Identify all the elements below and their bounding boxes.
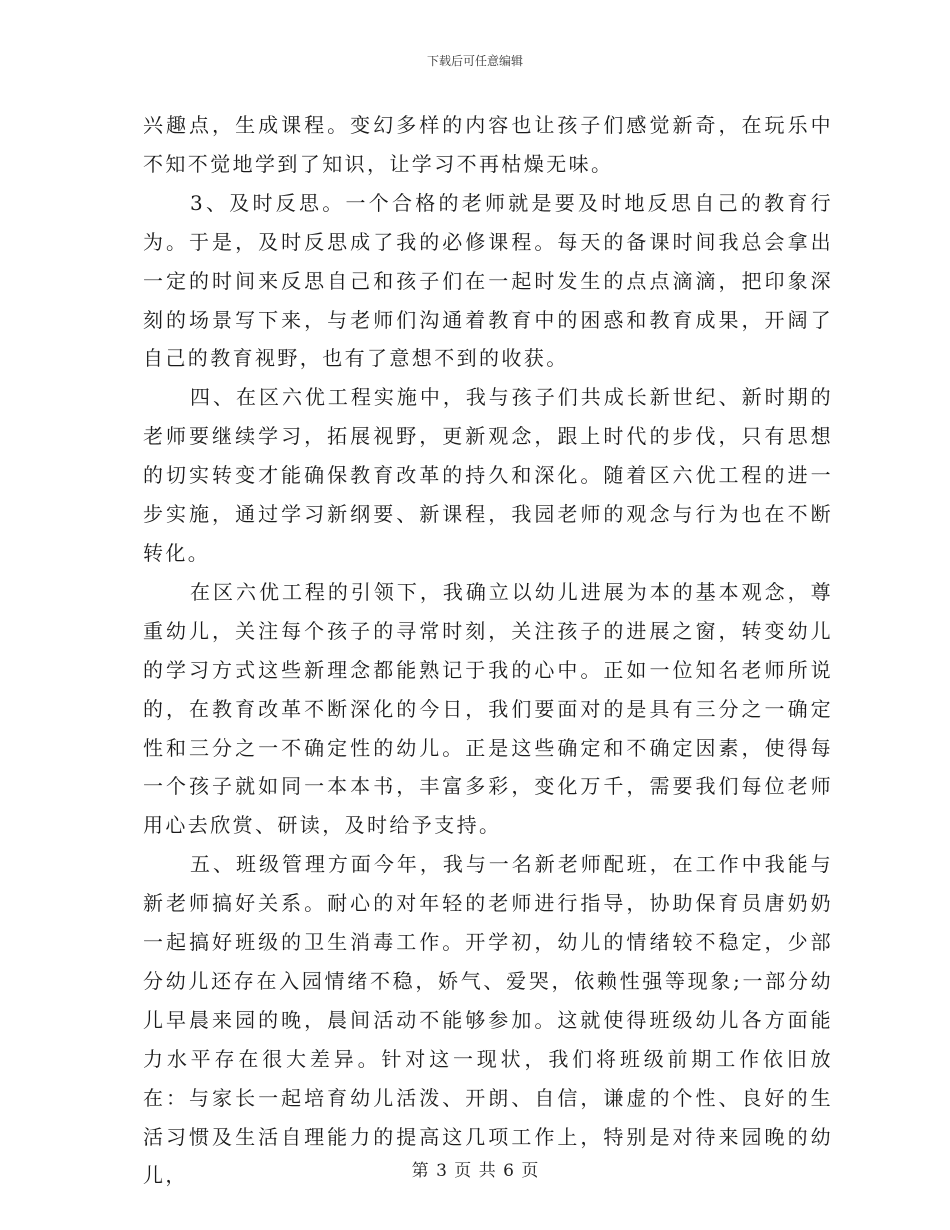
page-header: 下载后可任意编辑 bbox=[426, 54, 523, 68]
paragraph-guidance: 在区六优工程的引领下，我确立以幼儿进展为本的基本观念，尊重幼儿，关注每个孩子的寻常时刻，关注孩子的进展之窗，转变幼儿的学习方式这些新理念都能熟记于我的心中。正如一位知名老师所说的，在教育改革不断深化的今日，我们要面对的是具有三分之一确定性和三分之一不确定性的幼儿。正是这些确定和不确定因素，使得每一个孩子就如同一本本书，丰富多彩，变化万千，需要我们每位老师用心去欣赏、研读，及时给予支持。 bbox=[143, 579, 833, 838]
paragraph-section-five: 五、班级管理方面今年，我与一名新老师配班，在工作中我能与新老师搞好关系。耐心的对年轻的老师进行指导，协助保育员唐奶奶一起搞好班级的卫生消毒工作。开学初，幼儿的情绪较不稳定，少部分幼儿还存在入园情绪不稳，娇气、爱哭，依赖性强等现象;一部分幼儿早晨来园的晚，晨间活动不能够参加。这就使得班级幼儿各方面能力水平存在很大差异。针对这一现状，我们将班级前期工作依旧放在：与家长一起培育幼儿活泼、开朗、自信，谦虚的个性、良好的生活习惯及生活自理能力的提高这几项工作上，特别是对待来园晚的幼儿， bbox=[143, 852, 833, 1188]
paragraph-reflection: 3、及时反思。一个合格的老师就是要及时地反思自己的教育行为。于是，及时反思成了我的必修课程。每天的备课时间我总会拿出一定的时间来反思自己和孩子们在一起时发生的点点滴滴，把印象深刻的场景写下来，与老师们沟通着教育中的困惑和教育成果，开阔了自己的教育视野，也有了意想不到的收获。 bbox=[143, 190, 833, 371]
page-footer: 第 3 页 共 6 页 bbox=[411, 1161, 539, 1181]
paragraph-section-four: 四、在区六优工程实施中，我与孩子们共成长新世纪、新时期的老师要继续学习，拓展视野，更新观念，跟上时代的步伐，只有思想的切实转变才能确保教育改革的持久和深化。随着区六优工程的进一步实施，通过学习新纲要、新课程，我园老师的观念与行为也在不断转化。 bbox=[143, 385, 833, 565]
document-body bbox=[143, 106, 833, 1195]
paragraph-continuation: 兴趣点，生成课程。变幻多样的内容也让孩子们感觉新奇，在玩乐中不知不觉地学到了知识，让学习不再枯燥无味。 bbox=[143, 113, 833, 176]
